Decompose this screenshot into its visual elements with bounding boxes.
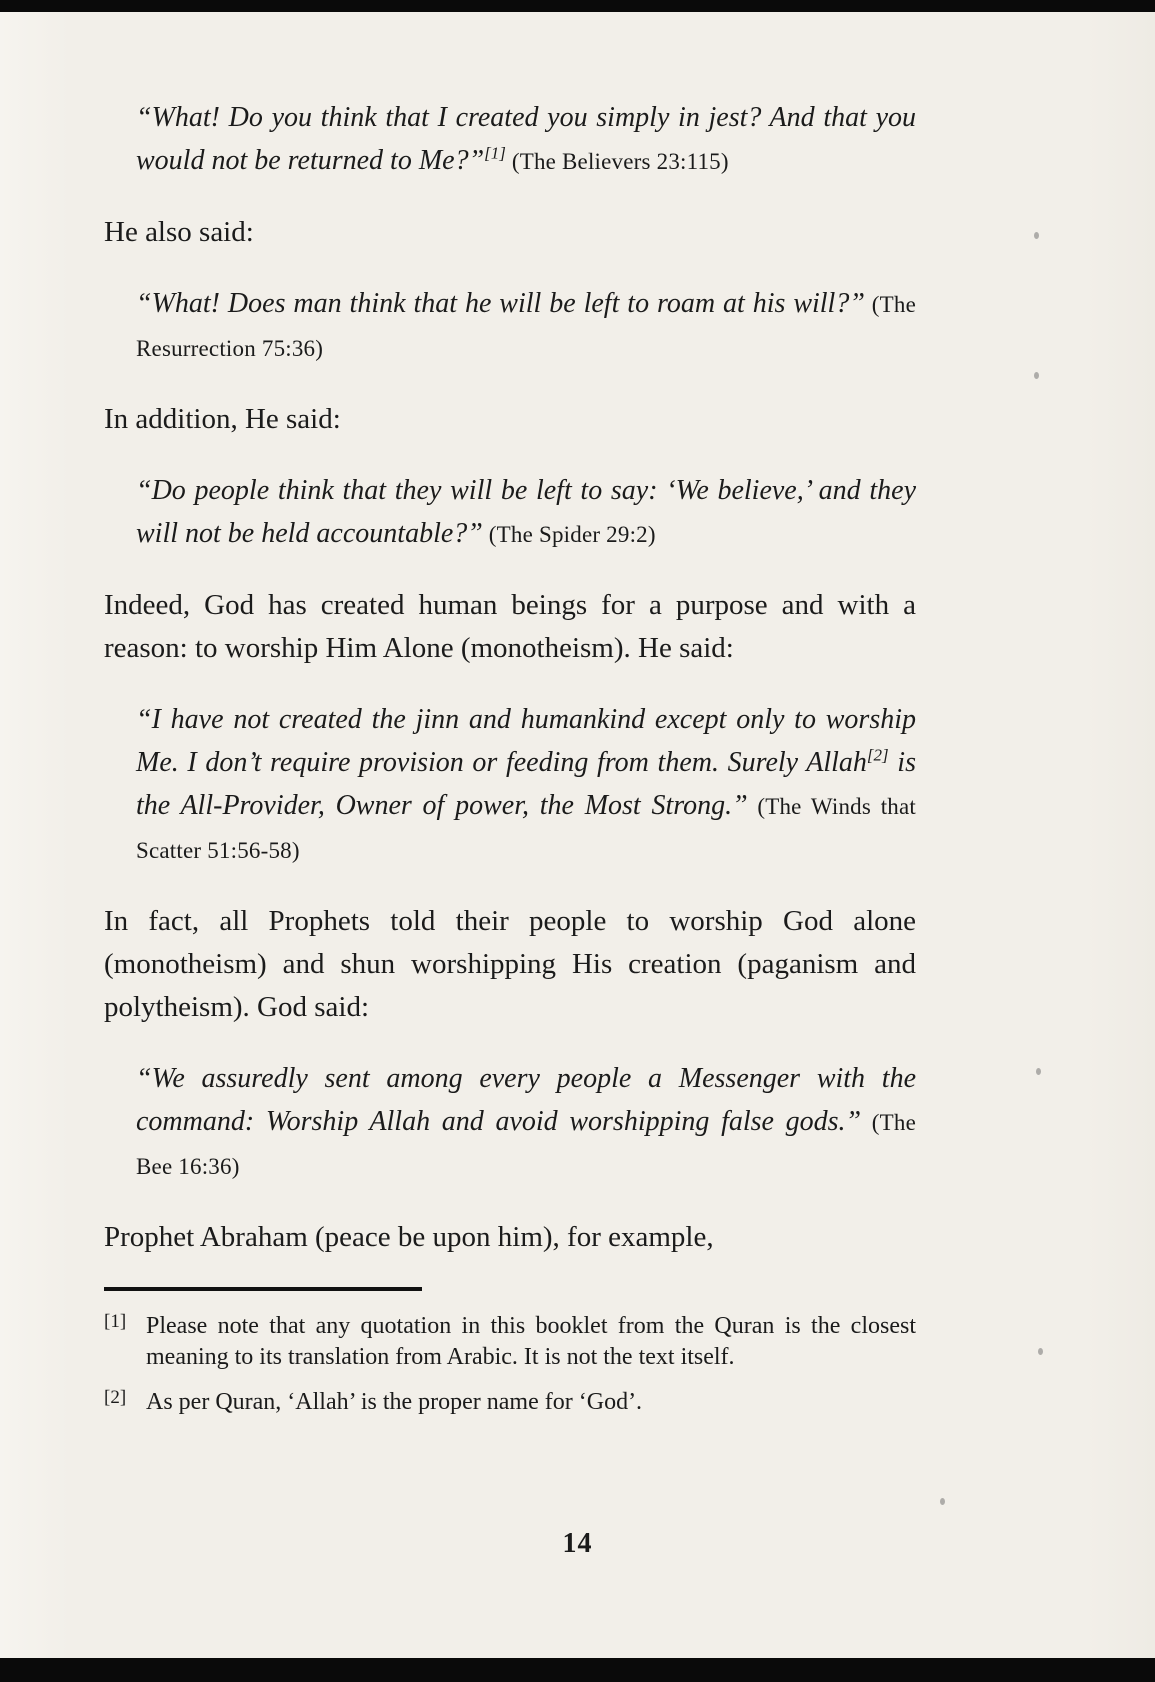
footnote-divider: [104, 1287, 422, 1291]
body-paragraph-4: In fact, all Prophets told their people to worship God alone (monotheism) and shun worshipping His creation (paganism and polytheism). God said:: [104, 905, 916, 1023]
scan-speck: [1036, 1068, 1041, 1075]
footnote-ref-2: [2]: [866, 745, 889, 765]
quote-text: “What! Do you think that I created you simply in jest? And that you would not be returned to Me?”: [136, 102, 916, 176]
scan-speck: [1034, 232, 1039, 239]
footnote-marker: [2]: [104, 1387, 127, 1408]
body-paragraph-2: In addition, He said:: [104, 403, 341, 435]
quote-citation: (The Believers 23:115): [511, 149, 729, 174]
quote-text: “I have not created the jinn and humankind except only to worship Me. I don’t require provision or feeding from them. Surely Allah: [136, 704, 916, 778]
quote-block-1: [136, 96, 916, 183]
quote-citation: (The Spider 29:2): [488, 522, 656, 547]
quote-block-2: [136, 282, 916, 370]
footnote-marker: [1]: [104, 1311, 127, 1332]
quote-block-5: [136, 1057, 916, 1188]
scan-edge-top: [0, 0, 1155, 12]
page-content: [104, 96, 916, 1432]
scan-edge-bottom: [0, 1658, 1155, 1682]
footnote-ref-1: [1]: [484, 143, 506, 163]
quote-text: “We assuredly sent among every people a Messenger with the command: Worship Allah and avoid worshipping false gods.”: [136, 1063, 916, 1137]
quote-text: “What! Does man think that he will be left to roam at his will?”: [136, 288, 865, 319]
quote-block-3: [136, 469, 916, 556]
scan-speck: [940, 1498, 945, 1505]
scan-speck: [1034, 372, 1039, 379]
footnote-text: As per Quran, ‘Allah’ is the proper name for ‘God’.: [146, 1389, 643, 1415]
quote-citation: (The Resurrection 75:36): [136, 292, 917, 361]
body-paragraph-1: He also said:: [104, 216, 254, 248]
quote-citation: (The Winds that Scatter 51:56-58): [136, 794, 916, 863]
footnote-1: [104, 1311, 916, 1373]
footnote-2: [104, 1387, 916, 1418]
quote-text: is the All-Provider, Owner of power, the Most Strong.”: [136, 747, 916, 821]
scan-speck: [1038, 1348, 1043, 1355]
quote-citation: (The Bee 16:36): [136, 1110, 917, 1179]
quote-block-4: [136, 698, 916, 872]
quote-text: “Do people think that they will be left to say: ‘We believe,’ and they will not be held accountable?”: [136, 475, 916, 549]
body-paragraph-3: Indeed, God has created human beings for a purpose and with a reason: to worship Him Alone (monotheism). He said:: [104, 589, 916, 664]
footnote-text: Please note that any quotation in this booklet from the Quran is the closest meaning to its translation from Arabic. It is not the text itself.: [146, 1313, 916, 1370]
page-number: 14: [562, 1528, 593, 1559]
body-paragraph-5: Prophet Abraham (peace be upon him), for example,: [104, 1221, 714, 1253]
